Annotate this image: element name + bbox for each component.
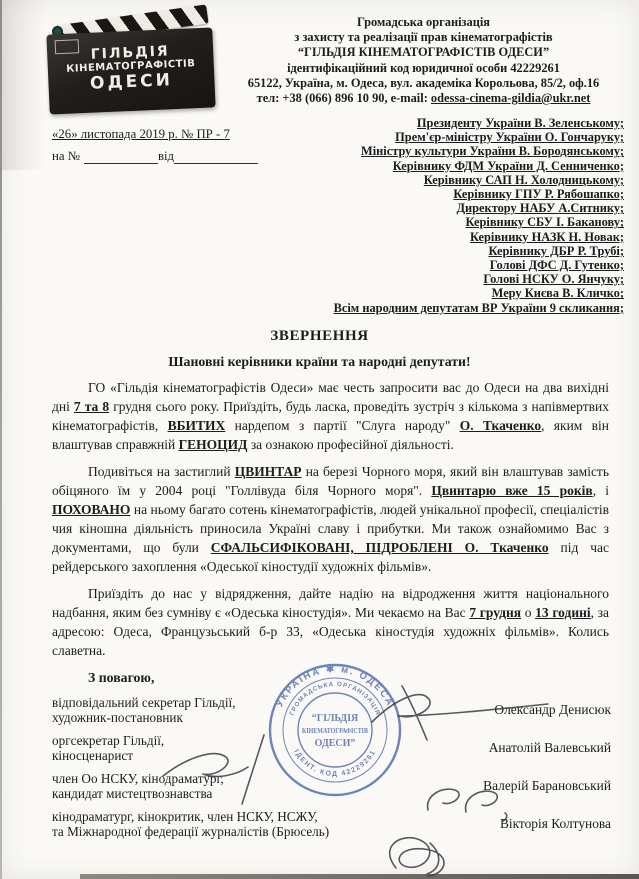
org-purpose: з захисту та реалізації прав кінематографістів: [294, 30, 553, 45]
role-line: кандидат мистецтвознавства: [52, 786, 213, 802]
photo-shadow: [0, 0, 46, 170]
signatory-role: [52, 733, 164, 764]
addressee-line: Керівнику ГПУ Р. Рябошапко;: [453, 187, 624, 202]
signature-koltunova: [390, 838, 444, 876]
addressee-line: Керівнику НАЗК Н. Новак;: [470, 229, 624, 244]
signatory-name: Валерій Барановський: [483, 778, 611, 794]
letterhead: [0, 0, 639, 114]
signatory-name: Анатолій Валевський: [488, 740, 611, 756]
photo-edge-left: [0, 0, 2, 879]
org-phone: тел: +38 (066) 896 10 90, e-mail:: [256, 91, 431, 106]
role-line: відповідальний секретар Гільдії,: [52, 694, 236, 710]
signatory-name: Вікторія Колтунова: [499, 816, 611, 832]
stamp-center-line1: “ГІЛЬДІЯ: [311, 713, 359, 724]
org-email-link[interactable]: odessa-cinema-gildia@ukr.net: [430, 91, 591, 106]
stamp-bottom-text: ІДЕНТ. КОД 42229261: [292, 748, 378, 779]
na-no-label: на №: [52, 149, 80, 163]
logo-line3: ОДЕСИ: [89, 70, 174, 94]
logo-badge: [55, 39, 80, 54]
closing-phrase: З повагою,: [88, 669, 155, 685]
addressee-line: Голові ДФС Д. Гутенко;: [489, 258, 624, 273]
incoming-number-line: [52, 149, 304, 164]
org-id-code: ідентифікаційний код юридичної особи 42229261: [287, 60, 560, 75]
document-title: ЗВЕРНЕННЯ: [270, 327, 369, 344]
addressee-line: Голові НСКУ О. Янчуку;: [483, 272, 624, 287]
addressee-line: Міністру культури України В. Бородянському;: [361, 144, 624, 159]
role-line: член Оо НСКУ, кінодраматург,: [52, 770, 224, 786]
role-line: кіносценарист: [52, 748, 133, 764]
reference-and-addressees: [0, 114, 639, 315]
addressee-line: Меру Києва В. Кличко;: [491, 286, 624, 301]
org-name: “ГІЛЬДІЯ КІНЕМАТОГРАФІСТІВ ОДЕСИ”: [297, 45, 550, 60]
addressee-line: Керівнику СБУ І. Баканову;: [465, 215, 624, 230]
signatory-row: [52, 809, 611, 840]
org-header: [222, 12, 625, 114]
vid-label: від: [157, 149, 175, 163]
role-line: та Міжнародної федерації журналістів (Брюсель): [52, 824, 330, 840]
guild-logo: [46, 12, 222, 114]
addressee-line: Керівнику ФДМ України Д. Сенниченко;: [392, 158, 624, 173]
round-stamp: [265, 660, 405, 800]
outgoing-number-line: «26» листопада 2019 р. № ПР - 7: [52, 127, 230, 141]
paragraph-2: Подивіться на застиглий ЦВИНТАР на березі Чорного моря, який він влаштував замість обіцяного їм у 2004 році "Голлівуда біля Чорного моря". Цвинтарю вже 15 років, і ПОХОВАНО на ньому багато сотень кінематографістів, людей унікальної професії, спеціалістів чия кіношна діяльність приносила Україні славу і прибутки. Ми також ознайомимо Вас з документами, що були СФАЛЬСИФІКОВАНІ, ПІДРОБЛЕНІ О. Ткаченко під час рейдерського захоплення «Одеської кіностудії художніх фільмів».: [52, 463, 609, 574]
paragraph-1: ГО «Гільдія кінематографістів Одеси» має честь запросити вас до Одеси на два вихідні дні 7 та 8 грудня сього року. Приїздіть, будь ласка, проведіть зустріч з кількома з напівмертвих кінематографістів, ВБИТИХ нардепом з партії "Слуга народу" О. Ткаченко, яким він влаштував справжній ГЕНОЦИД за ознакою професійної діяльності.: [52, 379, 610, 452]
org-type: Громадська організація: [356, 15, 491, 29]
signatory-role: [52, 695, 236, 726]
addressee-list: [304, 116, 624, 315]
role-line: кінодраматург, кінокритик, член НСКУ, НСЖУ,: [52, 808, 318, 824]
blank-field: [84, 150, 158, 164]
signatory-role: [52, 771, 224, 802]
addressee-line: Керівнику ДБР Р. Трубі;: [488, 243, 624, 258]
stamp-center-line3: ОДЕСИ”: [314, 738, 356, 749]
blank-field: [174, 150, 258, 164]
stamp-center-line2: КІНЕМАТОГРАФІСТІВ: [302, 726, 368, 735]
clapperboard-icon: [46, 27, 215, 114]
paragraph-3: Приїздіть до нас у відрядження, дайте надію на відродження життя національного надбання, яким без сумніву є «Одеська кіностудія». Ми чекаємо на Вас 7 грудня о 13 годині, за адресою: Одеса, Французьський б-р 33, «Одеська кіностудія художніх фільмів». Колись славетна.: [52, 585, 610, 658]
org-contacts: [222, 91, 625, 106]
role-line: оргсекретар Гільдії,: [52, 732, 165, 748]
signatory-name: Олександр Денисюк: [494, 702, 611, 718]
addressee-line: Прем'єр-міністру України О. Гончаруку;: [395, 130, 624, 145]
photo-edge-bottom: [80, 874, 639, 879]
logo-line1: ГІЛЬДІЯ: [90, 43, 170, 63]
salutation: Шановні керівники країни та народні депутати!: [168, 353, 471, 369]
org-address: 65122, Україна, м. Одеса, вул. академіка Корольова, 85/2, оф.16: [247, 75, 600, 90]
role-line: художник-постановник: [52, 710, 183, 726]
signatory-role: [52, 809, 329, 840]
reference-block: [52, 116, 304, 315]
addressee-line: Всім народним депутатам ВР України 9 скликання;: [333, 300, 624, 315]
letter-body: [0, 378, 639, 687]
addressee-line: Президенту України В. Зеленському;: [416, 116, 624, 130]
logo-line2: КІНЕМАТОГРАФІСТІВ: [66, 58, 196, 75]
stamp-ring-outer-text: УКРАЇНА ✱ м. ОДЕСА: [274, 663, 396, 709]
addressee-line: Директору НАБУ А.Ситнику;: [456, 201, 624, 216]
addressee-line: Керівнику САП Н. Холодницькому;: [423, 172, 624, 187]
stamp-ring-inner-text: ГРОМАДСЬКА ОРГАНІЗАЦІЯ: [288, 680, 382, 717]
